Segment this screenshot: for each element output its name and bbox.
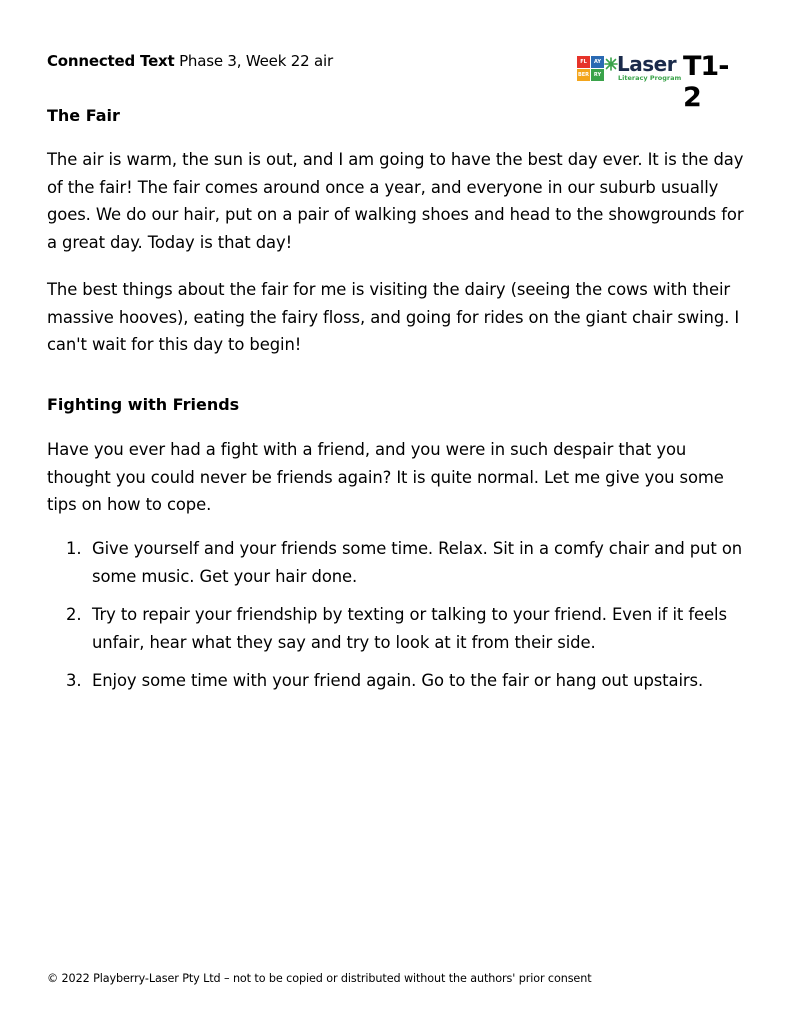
list-item-number: 3. xyxy=(66,671,82,690)
header-label-rest: Phase 3, Week 22 air xyxy=(174,52,333,70)
list-item-text: Enjoy some time with your friend again. Go to the fair or hang out upstairs. xyxy=(92,671,704,690)
fair-paragraph-2: The best things about the fair for me is visiting the dairy (seeing the cows with their massive hooves), eating the fairy floss, and going for rides on the giant chair swing. I can't wait for this day to begin! xyxy=(47,280,740,354)
list-item-number: 1. xyxy=(66,539,82,558)
logo-cell: AY xyxy=(591,56,604,68)
logo-grid-icon xyxy=(577,56,605,82)
logo-cell: RY xyxy=(591,69,604,81)
list-item xyxy=(66,601,746,656)
list-item-number: 2. xyxy=(66,605,82,624)
header-label-bold: Connected Text xyxy=(47,52,175,70)
logo-tagline: Literacy Program xyxy=(618,74,682,82)
logo-cell: FL xyxy=(577,56,590,68)
logo-cell: BER xyxy=(577,69,590,81)
laser-logo xyxy=(577,51,742,113)
logo-brand: Laser xyxy=(617,52,677,76)
section-title-fair: The Fair xyxy=(47,106,120,125)
list-item xyxy=(66,667,746,695)
friends-intro-paragraph: Have you ever had a fight with a friend, and you were in such despair that you thought you could never be friends again? It is quite normal. Let me give you some tips on how to cope. xyxy=(47,440,724,514)
section-title-friends: Fighting with Friends xyxy=(47,395,240,414)
list-item-text: Give yourself and your friends some time. Relax. Sit in a comfy chair and put on some music. Get your hair done. xyxy=(92,539,743,586)
starburst-icon xyxy=(604,57,618,71)
fair-paragraph-1: The air is warm, the sun is out, and I am going to have the best day ever. It is the day of the fair! The fair comes around once a year, and everyone in our suburb usually goes. We do our hair, put on a pair of walking shoes and head to the showgrounds for a great day. Today is that day! xyxy=(47,150,744,252)
copyright-footer: © 2022 Playberry-Laser Pty Ltd – not to be copied or distributed without the authors' prior consent xyxy=(47,972,592,985)
page-header xyxy=(47,52,333,70)
tips-list xyxy=(66,535,746,706)
list-item xyxy=(66,535,746,590)
logo-level: T1-2 xyxy=(683,51,729,113)
list-item-text: Try to repair your friendship by texting or talking to your friend. Even if it feels unfair, hear what they say and try to look at it from their side. xyxy=(92,605,727,652)
